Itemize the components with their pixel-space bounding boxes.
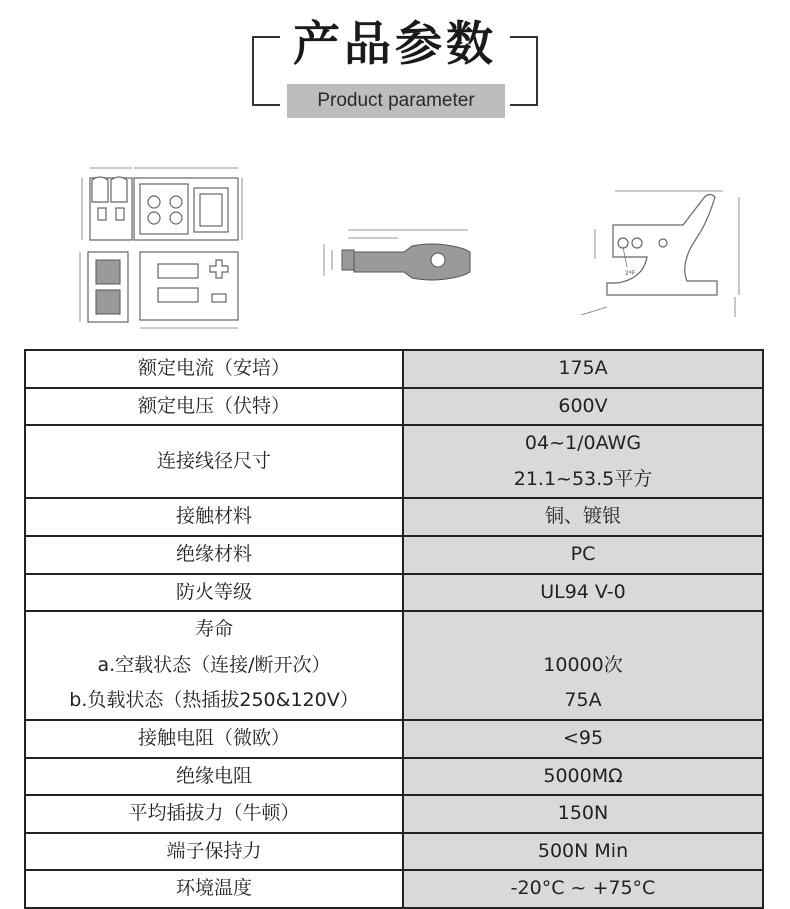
spec-row — [25, 870, 763, 908]
spec-label — [25, 833, 403, 871]
spec-label — [25, 611, 403, 720]
spec-row — [25, 425, 763, 498]
spec-label-line: 平均插拔力（牛顿） — [128, 802, 300, 825]
spec-label — [25, 574, 403, 612]
spec-value-line: 21.1~53.5平方 — [513, 467, 653, 490]
header — [0, 0, 790, 125]
spec-label-line: 绝缘材料 — [175, 542, 252, 565]
spec-value — [403, 425, 763, 498]
housing-drawing — [78, 160, 248, 335]
spec-value — [403, 720, 763, 758]
spec-row — [25, 388, 763, 426]
spec-value-line: 铜、镀银 — [544, 505, 621, 528]
spec-label — [25, 536, 403, 574]
spec-row — [25, 611, 763, 720]
spec-value — [403, 498, 763, 536]
spec-row — [25, 350, 763, 388]
spec-value-line: 600V — [558, 394, 608, 417]
page-subtitle: Product parameter — [287, 84, 505, 118]
spec-label-line: 接触电阻（微欧） — [137, 726, 290, 749]
spec-value — [403, 388, 763, 426]
spec-value — [403, 574, 763, 612]
left-bracket-decoration — [252, 36, 280, 106]
spec-label — [25, 388, 403, 426]
housing-top-view — [82, 168, 132, 240]
spec-value-line — [404, 612, 762, 648]
spec-value — [403, 536, 763, 574]
spec-value-line: 175A — [558, 357, 608, 379]
spec-label-line: 额定电流（安培） — [137, 357, 290, 379]
spec-value — [403, 870, 763, 908]
spec-label — [25, 870, 403, 908]
spec-value — [403, 758, 763, 796]
spec-label — [25, 350, 403, 388]
spec-row — [25, 574, 763, 612]
spec-label-line: 防火等级 — [175, 580, 252, 603]
spec-label — [25, 720, 403, 758]
spec-label — [25, 425, 403, 498]
spec-value-line: <95 — [562, 726, 604, 749]
spec-value-line: -20°C ~ +75°C — [510, 877, 656, 900]
spec-label — [25, 758, 403, 796]
spec-label — [25, 498, 403, 536]
spec-value-line: 500N Min — [537, 839, 629, 862]
spec-value-line: 5000MΩ — [543, 764, 623, 787]
technical-drawings — [0, 150, 790, 340]
spec-value — [403, 350, 763, 388]
spec-value-line: 150N — [557, 802, 609, 825]
terminal-drawing — [318, 220, 490, 290]
spec-label-line: a.空载状态（连接/断开次） — [97, 653, 331, 676]
spec-row — [25, 795, 763, 833]
side-view-note: 2*F — [625, 270, 636, 277]
right-bracket-decoration — [510, 36, 538, 106]
spec-value-line: 10000次 — [543, 653, 623, 676]
spec-row — [25, 833, 763, 871]
spec-label-line: 接触材料 — [175, 505, 252, 528]
spec-label-line: 端子保持力 — [166, 839, 262, 862]
spec-label-line: 寿命 — [194, 618, 233, 641]
spec-label-line: 绝缘电阻 — [175, 764, 252, 787]
spec-value-line: 04~1/0AWG — [524, 432, 642, 455]
side-profile-drawing — [577, 185, 747, 335]
spec-row — [25, 758, 763, 796]
page-title: 产品参数 — [293, 17, 497, 72]
spec-value-line: UL94 V-0 — [540, 580, 626, 603]
spec-label-line: 额定电压（伏特） — [137, 394, 290, 417]
housing-front-view — [134, 168, 242, 240]
spec-value-line: 75A — [564, 689, 602, 712]
spec-row — [25, 720, 763, 758]
housing-bottom-view — [140, 252, 238, 328]
spec-label-line: b.负载状态（热插拔250&120V） — [69, 689, 359, 712]
spec-value — [403, 833, 763, 871]
housing-side-view — [80, 252, 128, 322]
spec-table — [24, 349, 764, 909]
spec-row — [25, 536, 763, 574]
spec-row — [25, 498, 763, 536]
spec-label-line: 环境温度 — [175, 877, 252, 900]
spec-value — [403, 611, 763, 720]
spec-value-line: PC — [570, 542, 596, 565]
spec-value — [403, 795, 763, 833]
spec-table-body — [25, 350, 763, 908]
spec-label-line: 连接线径尺寸 — [156, 449, 271, 472]
spec-label — [25, 795, 403, 833]
